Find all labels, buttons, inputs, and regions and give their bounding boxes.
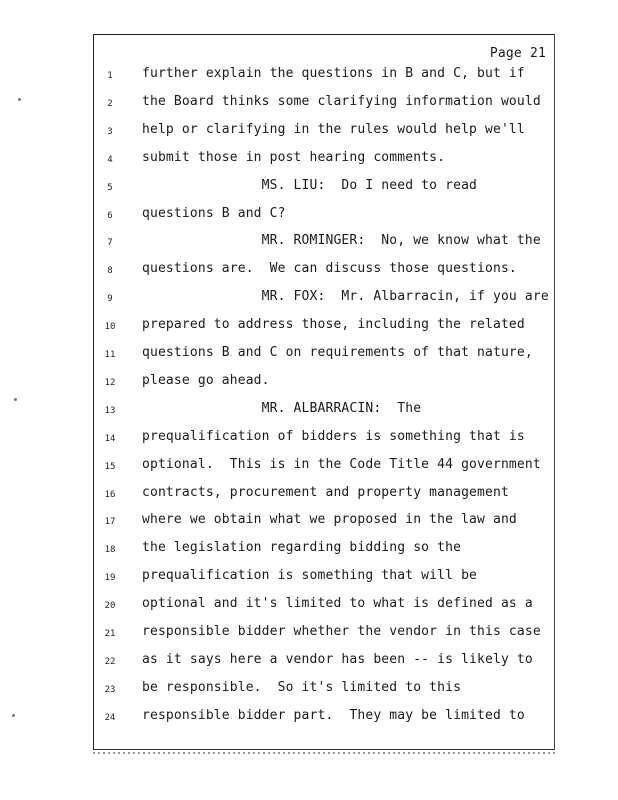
- line-text: be responsible. So it's limited to this: [142, 679, 462, 695]
- line-number: 17: [104, 517, 116, 528]
- line-number: 10: [104, 322, 116, 333]
- line-text: submit those in post hearing comments.: [142, 149, 446, 165]
- transcript-line: [0, 261, 618, 281]
- line-number: 18: [104, 545, 116, 556]
- line-number: 11: [104, 350, 116, 360]
- transcript-line: [0, 122, 618, 142]
- line-text: MR. ALBARRACIN: The: [142, 400, 422, 416]
- line-text: MR. FOX: Mr. Albarracin, if you are: [142, 289, 549, 305]
- transcript-line: [0, 206, 618, 226]
- line-text: questions B and C?: [142, 205, 286, 221]
- transcript-line: [0, 568, 618, 588]
- transcript-line: [0, 94, 618, 114]
- line-number: 16: [104, 489, 116, 500]
- line-text: further explain the questions in B and C, but if: [142, 66, 525, 81]
- line-text: questions B and C on requirements of that nature,: [142, 345, 533, 360]
- line-text: the Board thinks some clarifying information would: [142, 93, 541, 109]
- transcript-line: [0, 150, 618, 170]
- line-number: 24: [104, 712, 116, 723]
- line-number: 7: [107, 238, 113, 249]
- line-text: responsible bidder whether the vendor in this case: [142, 624, 541, 639]
- line-number: 5: [107, 182, 113, 193]
- transcript-line: [0, 652, 618, 672]
- scan-edge-artifact: [93, 752, 555, 754]
- line-number: 20: [104, 601, 116, 612]
- transcript-line: [0, 317, 618, 337]
- transcript-line: [0, 289, 618, 309]
- scan-margin-mark: [12, 714, 15, 717]
- line-number: 22: [104, 656, 116, 667]
- line-text: help or clarifying in the rules would help we'll: [142, 121, 525, 137]
- line-number: 2: [107, 98, 113, 109]
- page-number: Page 21: [489, 46, 546, 61]
- line-number: 13: [104, 405, 116, 416]
- line-text: the legislation regarding bidding so the: [142, 540, 462, 556]
- line-text: MR. ROMINGER: No, we know what the: [142, 233, 541, 249]
- line-number: 15: [104, 461, 116, 472]
- transcript-line: [0, 345, 618, 365]
- line-text: where we obtain what we proposed in the law and: [142, 512, 517, 528]
- line-number: 14: [104, 433, 116, 444]
- line-number: 6: [107, 210, 113, 221]
- line-number: 19: [104, 573, 116, 584]
- transcript-line: [0, 485, 618, 505]
- transcript-line: [0, 373, 618, 393]
- transcript-line: [0, 178, 618, 198]
- line-number: 9: [107, 294, 113, 305]
- transcript-line: [0, 233, 618, 253]
- line-text: optional and it's limited to what is defined as a: [142, 596, 533, 612]
- transcript-line: [0, 429, 618, 449]
- scan-margin-mark: [14, 398, 17, 401]
- transcript-line: [0, 624, 618, 644]
- transcript-line: [0, 596, 618, 616]
- line-text: responsible bidder part. They may be limited to: [142, 707, 525, 723]
- line-text: MS. LIU: Do I need to read: [142, 177, 478, 193]
- transcript-line: [0, 708, 618, 728]
- line-number: 12: [104, 377, 116, 388]
- line-text: contracts, procurement and property management: [142, 484, 509, 500]
- line-text: prequalification of bidders is something that is: [142, 428, 525, 444]
- scan-margin-mark: [18, 98, 21, 101]
- line-text: prepared to address those, including the related: [142, 317, 525, 333]
- line-number: 3: [107, 126, 113, 137]
- line-number: 4: [107, 154, 113, 165]
- line-text: prequalification is something that will be: [142, 568, 478, 584]
- transcript-line: [0, 512, 618, 532]
- line-number: 23: [104, 684, 116, 695]
- line-text: questions are. We can discuss those questions.: [142, 261, 517, 277]
- line-text: as it says here a vendor has been -- is likely to: [142, 651, 533, 667]
- line-text: please go ahead.: [142, 372, 270, 388]
- line-number: 1: [107, 71, 113, 81]
- transcript-line: [0, 66, 618, 86]
- transcript-line: [0, 680, 618, 700]
- transcript-line: [0, 457, 618, 477]
- line-number: 8: [107, 266, 113, 277]
- line-text: optional. This is in the Code Title 44 government: [142, 456, 541, 472]
- transcript-line: [0, 540, 618, 560]
- line-number: 21: [104, 629, 116, 639]
- transcript-line: [0, 401, 618, 421]
